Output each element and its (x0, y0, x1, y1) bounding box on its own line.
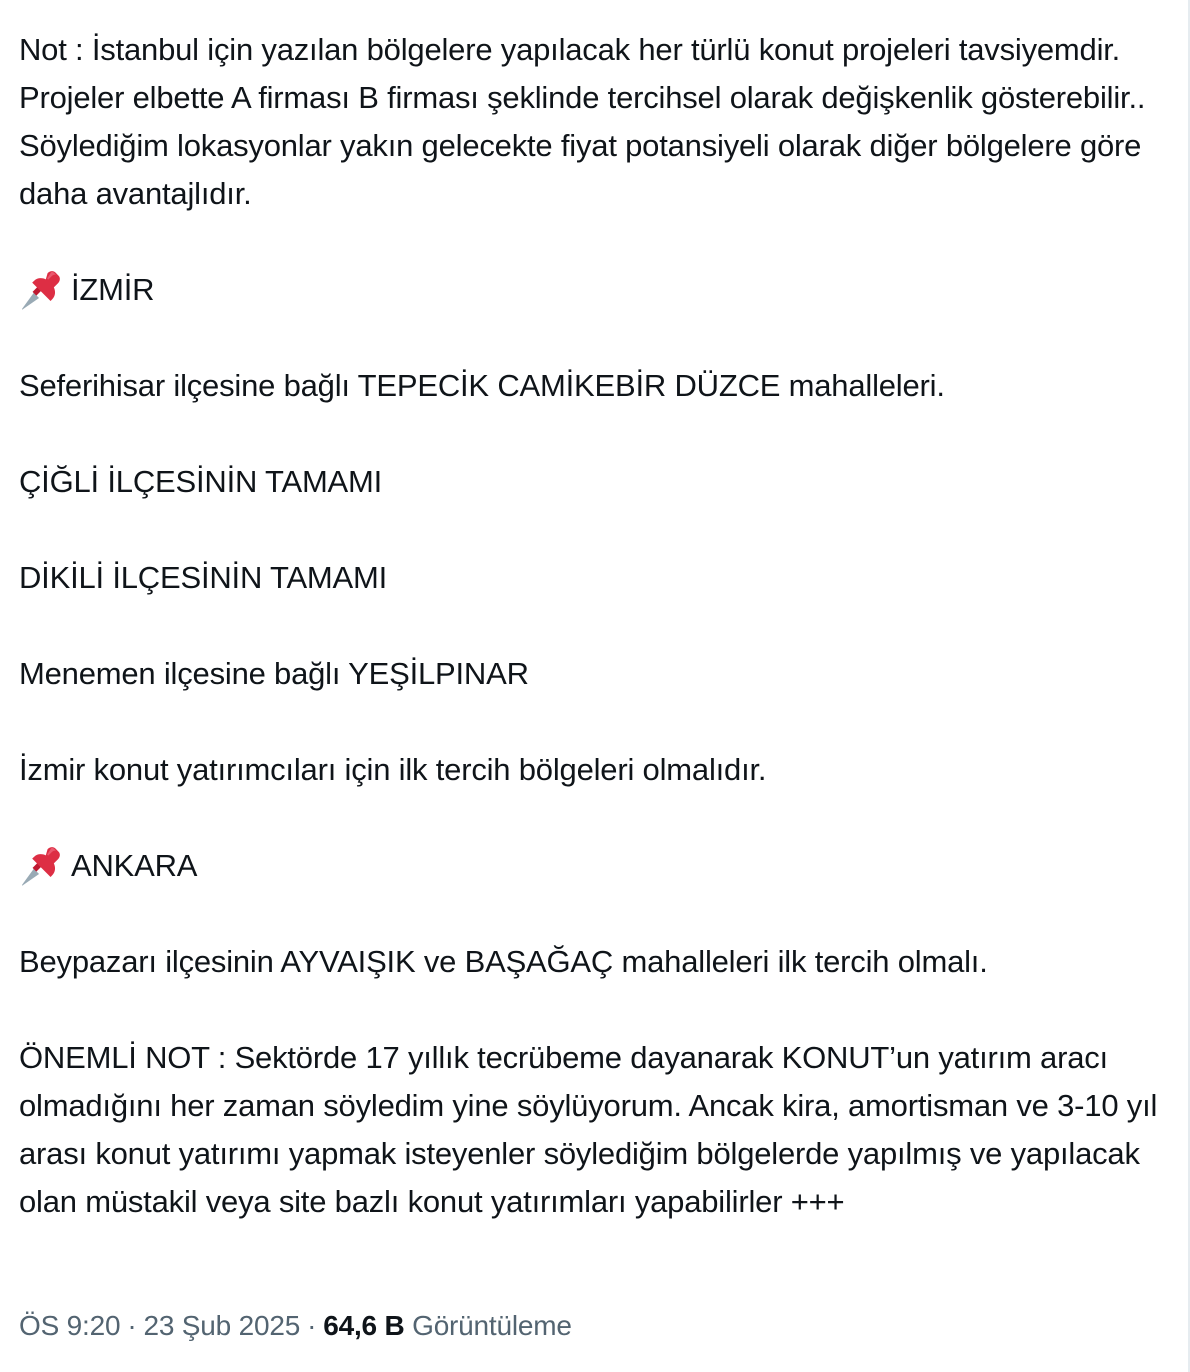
tweet-timestamp-link[interactable] (19, 1310, 300, 1341)
views-count: 64,6 B (323, 1310, 405, 1341)
paragraph-gap (19, 794, 1169, 842)
important-note-paragraph: ÖNEMLİ NOT : Sektörde 17 yıllık tecrübeme dayanarak KONUT’un yatırım aracı olmadığını her zaman söyledim yine söylüyorum. Ancak kira, amortisman ve 3-10 yıl arası konut yatırımı yapmak isteyenler söylediğim bölgelerde yapılmış ve yapılacak olan müstakil veya site bazlı konut yatırımları yapabilirler +++ (19, 1040, 1166, 1219)
tweet-text (19, 26, 1169, 1226)
views-link[interactable] (323, 1310, 572, 1341)
izmir-line-4: Menemen ilçesine bağlı YEŞİLPINAR (19, 656, 529, 691)
tweet-meta (19, 1306, 572, 1346)
paragraph-gap (19, 986, 1169, 1034)
ankara-heading-label: ANKARA (71, 848, 198, 883)
tweet-date: 23 Şub 2025 (143, 1310, 301, 1341)
izmir-heading-label: İZMİR (71, 272, 155, 307)
paragraph-gap (19, 410, 1169, 458)
meta-separator: · (127, 1310, 137, 1341)
paragraph-gap (19, 890, 1169, 938)
meta-separator: · (307, 1310, 317, 1341)
paragraph-gap (19, 314, 1169, 362)
pushpin-icon (19, 842, 63, 890)
izmir-line-5: İzmir konut yatırımcıları için ilk tercih bölgeleri olmalıdır. (19, 752, 767, 787)
izmir-line-1: Seferihisar ilçesine bağlı TEPECİK CAMİKEBİR DÜZCE mahalleleri. (19, 368, 945, 403)
paragraph-gap (19, 698, 1169, 746)
pushpin-icon (19, 266, 63, 314)
paragraph-gap (19, 218, 1169, 266)
izmir-line-2: ÇİĞLİ İLÇESİNİN TAMAMI (19, 464, 383, 499)
note-paragraph: Not : İstanbul için yazılan bölgelere yapılacak her türlü konut projeleri tavsiyemdir. Projeler elbette A firması B firması şeklinde tercihsel olarak değişkenlik gösterebilir.. Söylediğim lokasyonlar yakın gelecekte fiyat potansiyeli olarak diğer bölgelere göre daha avantajlıdır. (19, 32, 1154, 211)
izmir-line-3: DİKİLİ İLÇESİNİN TAMAMI (19, 560, 388, 595)
tweet-time: ÖS 9:20 (19, 1310, 121, 1341)
views-label: Görüntüleme (412, 1310, 572, 1341)
paragraph-gap (19, 602, 1169, 650)
ankara-line-1: Beypazarı ilçesinin AYVAIŞIK ve BAŞAĞAÇ mahalleleri ilk tercih olmalı. (19, 944, 988, 979)
paragraph-gap (19, 506, 1169, 554)
ankara-heading (19, 842, 1169, 890)
izmir-heading (19, 266, 1169, 314)
